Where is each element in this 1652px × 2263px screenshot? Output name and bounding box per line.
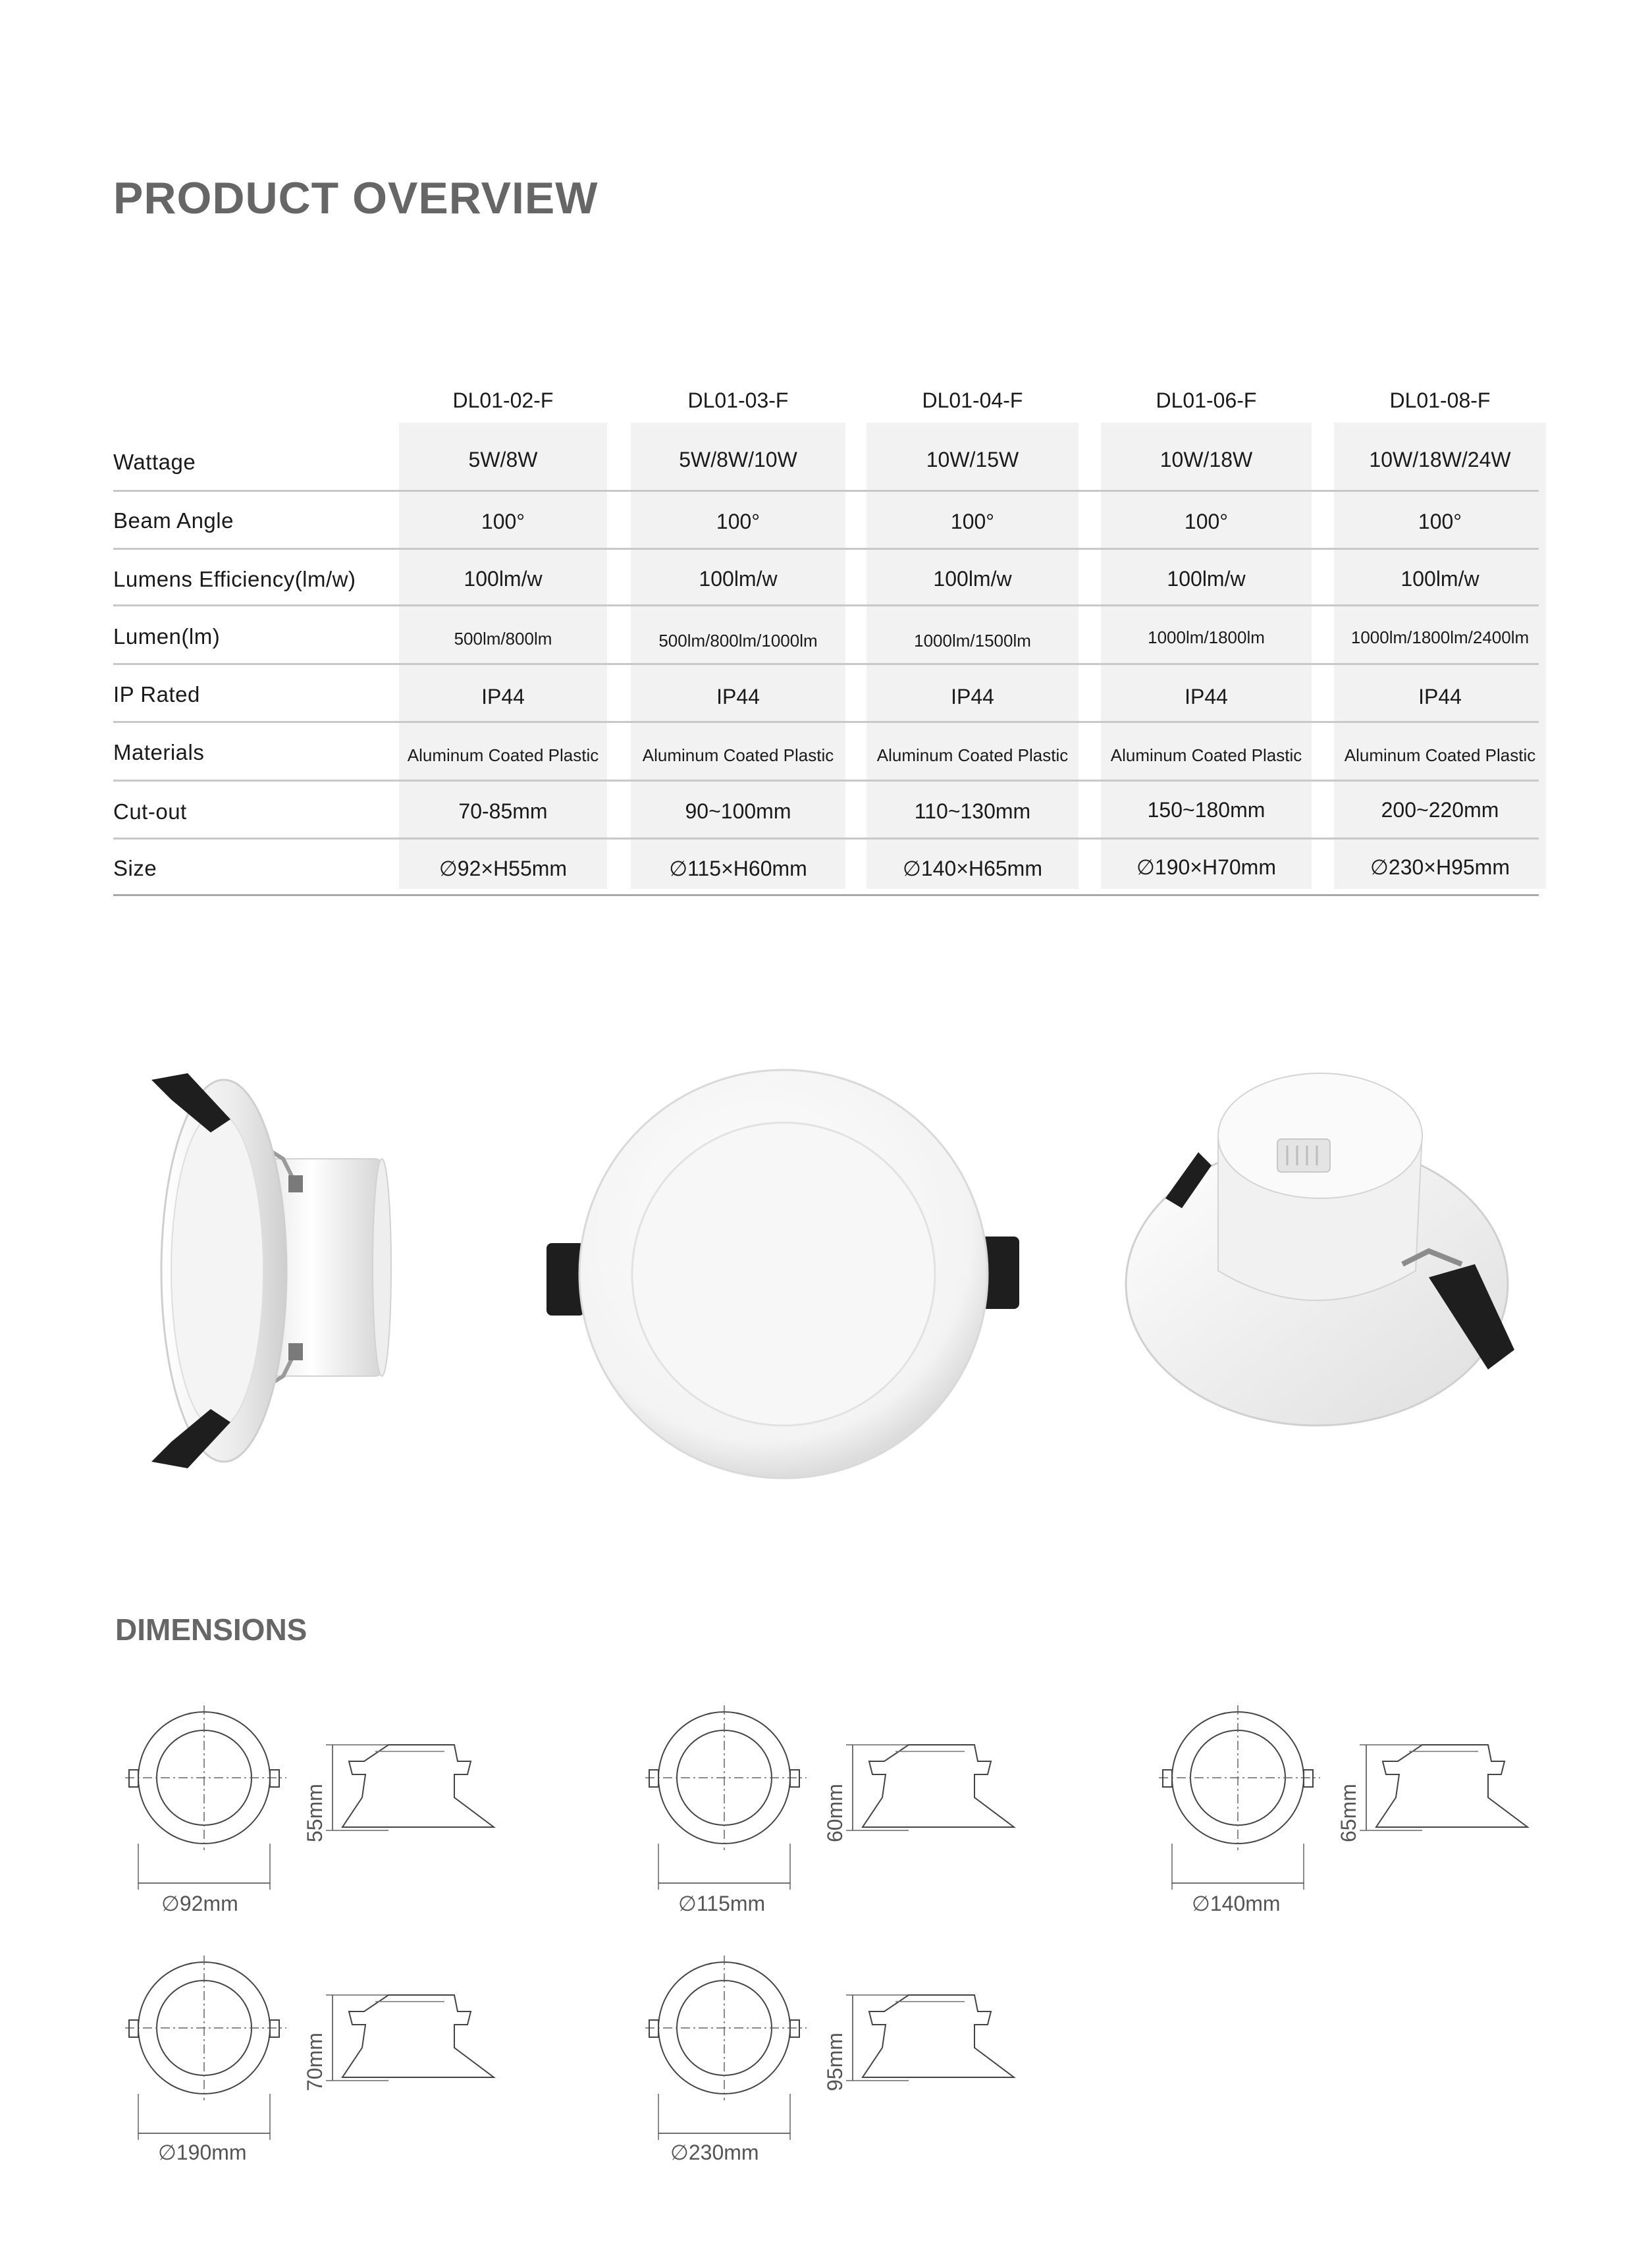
table-cell: ∅92×H55mm: [439, 857, 568, 880]
table-cell: 500lm/800lm/1000lm: [658, 631, 818, 651]
table-cell: 5W/8W/10W: [679, 448, 797, 471]
dimension-height: 60mm: [823, 1784, 847, 1842]
row-label-lumen: Lumen(lm): [113, 624, 221, 649]
row-label-cut-out: Cut-out: [113, 799, 187, 824]
dimension-diameter: ∅230mm: [670, 2141, 759, 2164]
table-cell: 100lm/w: [933, 567, 1012, 591]
table-cell: Aluminum Coated Plastic: [1110, 745, 1302, 765]
table-cell: ∅115×H60mm: [669, 857, 807, 880]
table-cell: IP44: [1418, 685, 1462, 708]
row-divider: [113, 721, 1539, 723]
row-label-size: Size: [113, 856, 157, 880]
table-cell: 1000lm/1500lm: [914, 631, 1031, 651]
table-cell: 90~100mm: [685, 799, 791, 823]
dimensions-title: DIMENSIONS: [115, 1612, 307, 1647]
row-label-materials: Materials: [113, 740, 205, 764]
table-cell: 100°: [481, 510, 525, 533]
table-cell: Aluminum Coated Plastic: [642, 745, 834, 765]
table-cell: 100°: [1418, 510, 1462, 533]
table-cell: IP44: [481, 685, 525, 708]
dimension-height: 55mm: [303, 1784, 327, 1842]
table-cell: ∅140×H65mm: [903, 857, 1042, 880]
row-label-ip-rated: IP Rated: [113, 682, 200, 706]
table-cell: Aluminum Coated Plastic: [876, 745, 1069, 765]
dimension-diameter: ∅115mm: [678, 1892, 766, 1915]
downlight-front-view-icon: [546, 1067, 1021, 1488]
table-cell: 150~180mm: [1147, 798, 1266, 822]
table-cell: ∅190×H70mm: [1136, 855, 1276, 879]
page-title: PRODUCT OVERVIEW: [113, 173, 599, 223]
dimension-diameter: ∅190mm: [158, 2141, 247, 2164]
table-cell: 10W/15W: [926, 448, 1019, 471]
table-cell: 100°: [1184, 510, 1229, 533]
table-cell: Aluminum Coated Plastic: [407, 745, 599, 765]
table-cell: 100lm/w: [464, 567, 543, 591]
model-header: DL01-03-F: [687, 388, 789, 412]
model-header: DL01-04-F: [922, 388, 1023, 412]
table-cell: IP44: [951, 685, 994, 708]
table-cell: 500lm/800lm: [454, 629, 552, 649]
table-cell: IP44: [1185, 685, 1228, 708]
model-header: DL01-02-F: [452, 388, 554, 412]
table-cell: 10W/18W/24W: [1369, 448, 1511, 471]
row-divider: [113, 604, 1539, 606]
table-cell: 100lm/w: [699, 567, 778, 591]
dimension-height: 95mm: [823, 2033, 847, 2091]
table-cell: 1000lm/1800lm/2400lm: [1350, 627, 1530, 647]
table-cell: 100°: [716, 510, 760, 533]
downlight-back-view-icon: [1119, 1067, 1567, 1462]
table-cell: 1000lm/1800lm: [1148, 627, 1265, 647]
model-header: DL01-06-F: [1156, 388, 1257, 412]
table-cell: 100°: [950, 510, 995, 533]
dimension-height: 70mm: [303, 2033, 327, 2091]
table-cell: Aluminum Coated Plastic: [1344, 745, 1536, 765]
table-cell: ∅230×H95mm: [1370, 855, 1510, 879]
table-cell: 5W/8W: [468, 448, 538, 471]
row-divider: [113, 838, 1539, 839]
table-cell: 200~220mm: [1381, 798, 1499, 822]
row-label-wattage: Wattage: [113, 450, 196, 474]
row-divider: [113, 894, 1539, 896]
dimension-diameter: ∅140mm: [1192, 1892, 1281, 1915]
table-cell: 100lm/w: [1400, 567, 1479, 591]
row-label-lumens-efficiency: Lumens Efficiency(lm/w): [113, 567, 356, 591]
row-label-beam-angle: Beam Angle: [113, 508, 234, 533]
dimension-diameter: ∅92mm: [161, 1892, 238, 1915]
table-cell: 100lm/w: [1167, 567, 1246, 591]
table-cell: IP44: [716, 685, 760, 708]
table-cell: 10W/18W: [1159, 448, 1253, 471]
row-divider: [113, 663, 1539, 665]
dimension-height: 65mm: [1337, 1784, 1360, 1842]
table-cell: 70-85mm: [458, 799, 548, 823]
row-divider: [113, 780, 1539, 782]
row-divider: [113, 548, 1539, 550]
downlight-side-view-icon: [132, 1067, 408, 1488]
spec-table: [0, 0, 1652, 922]
model-header: DL01-08-F: [1389, 388, 1491, 412]
row-divider: [113, 490, 1539, 492]
table-cell: 110~130mm: [914, 799, 1031, 823]
